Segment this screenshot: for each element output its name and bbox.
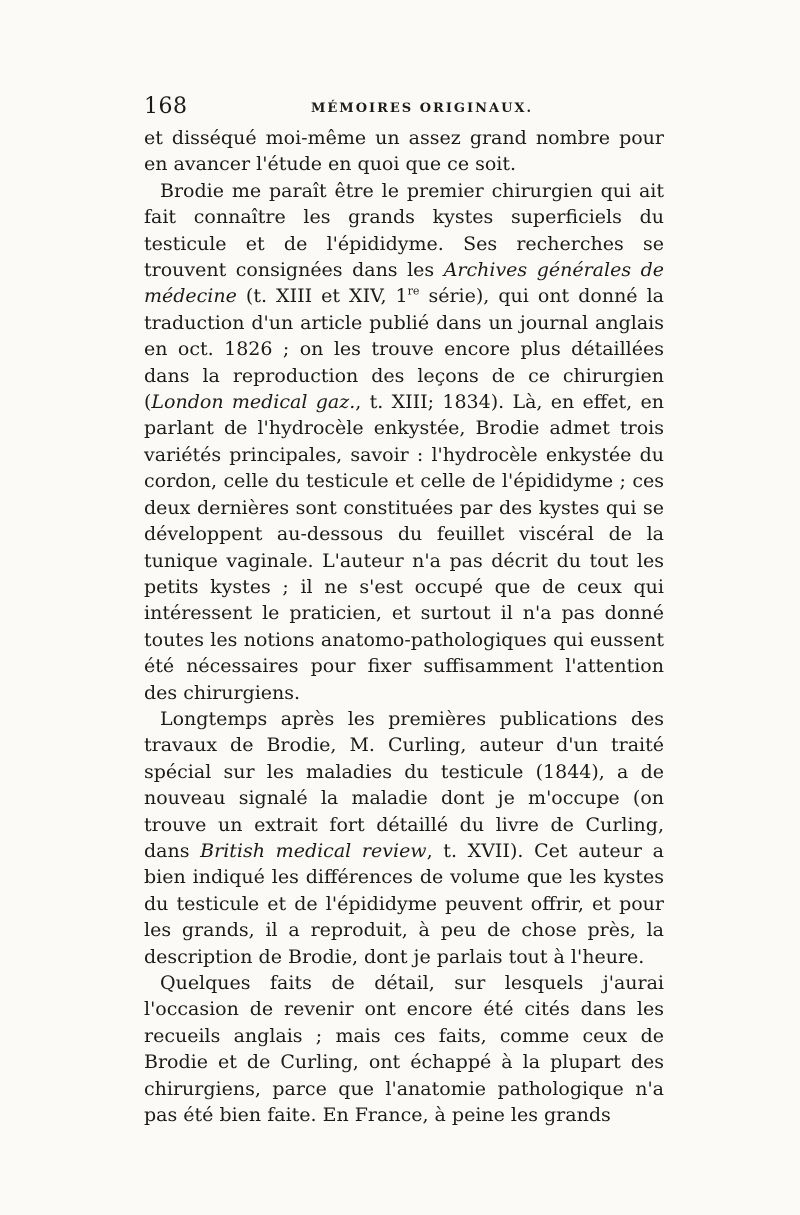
paragraph-3-text-a: Longtemps après les premières publications des travaux de Brodie, M. Curling, auteur d'un traité spécial sur les maladies du testicule (1844), a de nouveau signalé la maladie dont je m'occupe (on trouve un extrait fort détaillé du livre de Curling, dans [144, 707, 664, 862]
paragraph-2-text-c: série), qui ont donné la traduction d'un article publié dans un journal anglais en oct. 1826 ; on les trouve encore plus détaillées dans la reproduction des leçons de ce chirurgien ( [144, 285, 664, 414]
paragraph-2 [144, 178, 664, 706]
body-text [144, 125, 664, 1128]
paragraph-2-text-b: (t. XIII et XIV, 1 [236, 285, 408, 308]
paragraph-4: Quelques faits de détail, sur lesquels j'aurai l'occasion de revenir ont encore été cités dans les recueils anglais ; mais ces faits, comme ceux de Brodie et de Curling, ont échappé à la plupart des chirurgiens, parce que l'anatomie pathologique n'a pas été bien faite. En France, à peine les grands [144, 972, 664, 1127]
paragraph-1: et disséqué moi-même un assez grand nombre pour en avancer l'étude en quoi que ce soit. [144, 127, 664, 176]
running-head: MÉMOIRES ORIGINAUX. [311, 101, 534, 116]
paragraph-3 [144, 706, 664, 970]
paragraph-3-text-b: , t. XVII). Cet auteur a bien indiqué les différences de volume que les kystes du testicule et de l'épididyme peuvent offrir, et pour les grands, il a reproduit, à peu de chose près, la description de Brodie, dont je parlais tout à l'heure. [144, 839, 664, 968]
page-number: 168 [144, 94, 188, 119]
superscript-re: re [407, 285, 420, 299]
paragraph-2-text-a: Brodie me paraît être le premier chirurgien qui ait fait connaître les grands kystes superficiels du testicule et de l'épididyme. Ses recherches se trouvent consignées dans les [144, 179, 664, 282]
journal-title-british-medical: British medical review [200, 839, 427, 862]
journal-title-archives: Archives générales de médecine [144, 259, 665, 308]
journal-title-london-medical: London medical gaz. [151, 391, 356, 414]
page-header [144, 94, 664, 126]
paragraph-2-text-d: , t. XIII; 1834). Là, en effet, en parlant de l'hydrocèle enkystée, Brodie admet trois variétés principales, savoir : l'hydrocèle enkystée du cordon, celle du testicule et celle de l'épididyme ; ces deux dernières sont constituées par des kystes qui se développent au-dessous du feuillet viscéral de la tunique vaginale. L'auteur n'a pas décrit du tout les petits kystes ; il ne s'est occupé que de ceux qui intéressent le praticien, et surtout il n'a pas donné toutes les notions anatomo-pathologiques qui eussent été nécessaires pour fixer suffisamment l'attention des chirurgiens. [144, 391, 664, 704]
